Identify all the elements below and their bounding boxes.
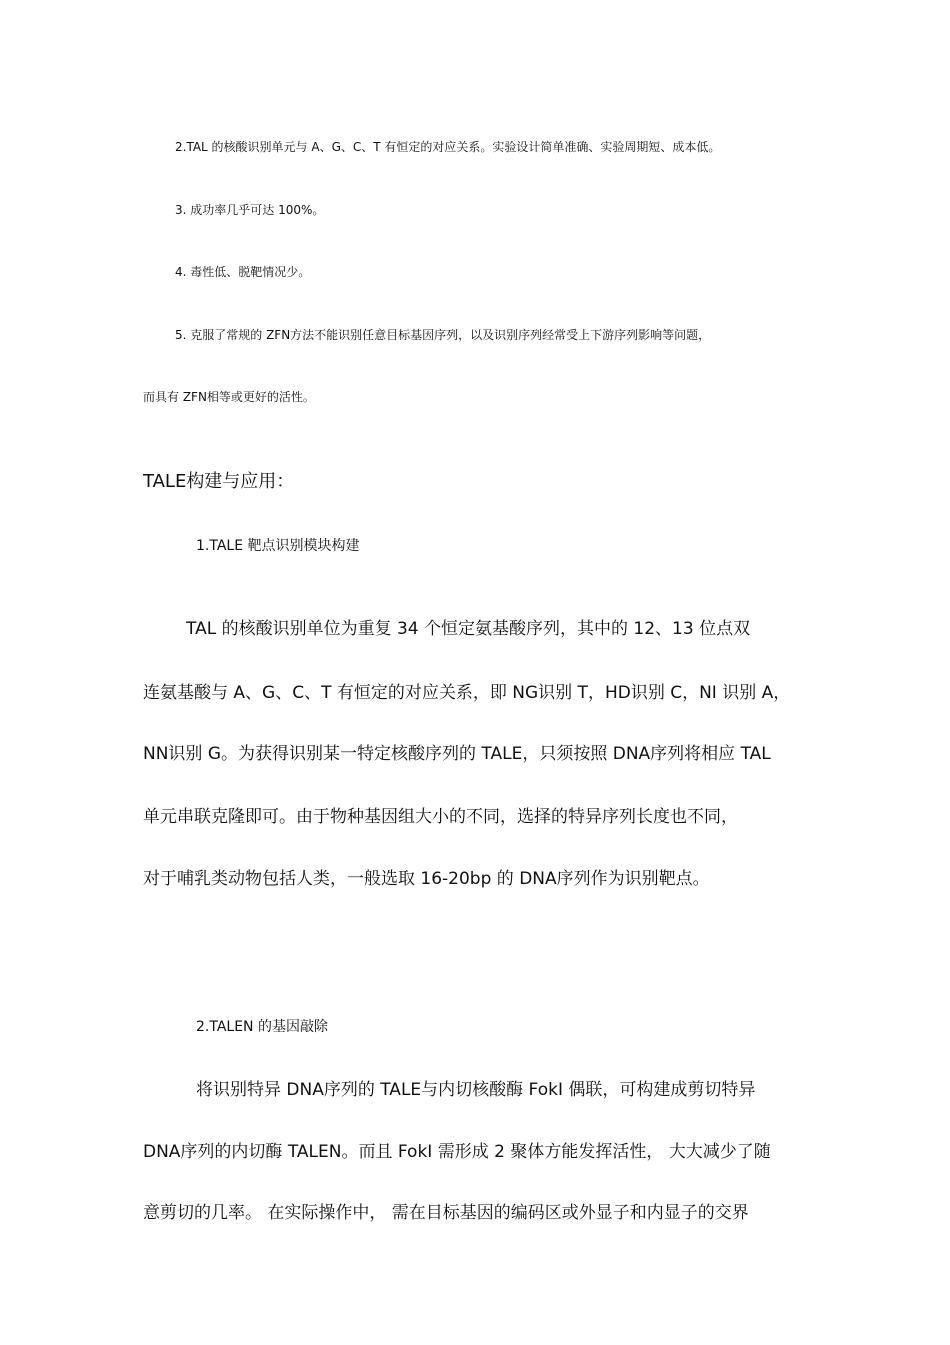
advantage-item-4: 4. 毒性低、脱靶情况少。 (175, 265, 311, 279)
subsection-1-title: 1.TALE 靶点识别模块构建 (196, 538, 360, 554)
paragraph-2-line-2: DNA序列的内切酶 TALEN。而且 FokI 需形成 2 聚体方能发挥活性， 大大减少了随 (143, 1142, 771, 1162)
advantage-item-2: 2.TAL 的核酸识别单元与 A、G、C、T 有恒定的对应关系。实验设计简单准确、实验周期短、成本低。 (175, 140, 721, 154)
paragraph-2-line-3: 意剪切的几率。 在实际操作中， 需在目标基因的编码区或外显子和内显子的交界 (143, 1203, 749, 1223)
paragraph-1-line-4: 单元串联克隆即可。由于物种基因组大小的不同，选择的特异序列长度也不同， (143, 807, 738, 827)
paragraph-1-line-2: 连氨基酸与 A、G、C、T 有恒定的对应关系，即 NG识别 T，HD识别 C，NI 识别 A， (143, 683, 791, 703)
subsection-2-title: 2.TALEN 的基因敲除 (196, 1019, 328, 1035)
advantage-item-3: 3. 成功率几乎可达 100%。 (175, 203, 325, 217)
paragraph-1-line-5: 对于哺乳类动物包括人类，一般选取 16-20bp 的 DNA序列作为识别靶点。 (143, 869, 710, 889)
paragraph-1-line-3: NN识别 G。为获得识别某一特定核酸序列的 TALE，只须按照 DNA序列将相应 TAL (143, 744, 771, 764)
paragraph-2-line-1: 将识别特异 DNA序列的 TALE与内切核酸酶 FokI 偶联，可构建成剪切特异 (196, 1080, 756, 1100)
advantage-item-5-line-2: 而具有 ZFN相等或更好的活性。 (143, 390, 315, 404)
paragraph-1-line-1: TAL 的核酸识别单位为重复 34 个恒定氨基酸序列，其中的 12、13 位点双 (186, 619, 751, 639)
advantage-item-5-line-1: 5. 克服了常规的 ZFN方法不能识别任意目标基因序列，以及识别序列经常受上下游序列影响等问题， (175, 328, 711, 342)
section-title: TALE构建与应用： (143, 471, 295, 492)
